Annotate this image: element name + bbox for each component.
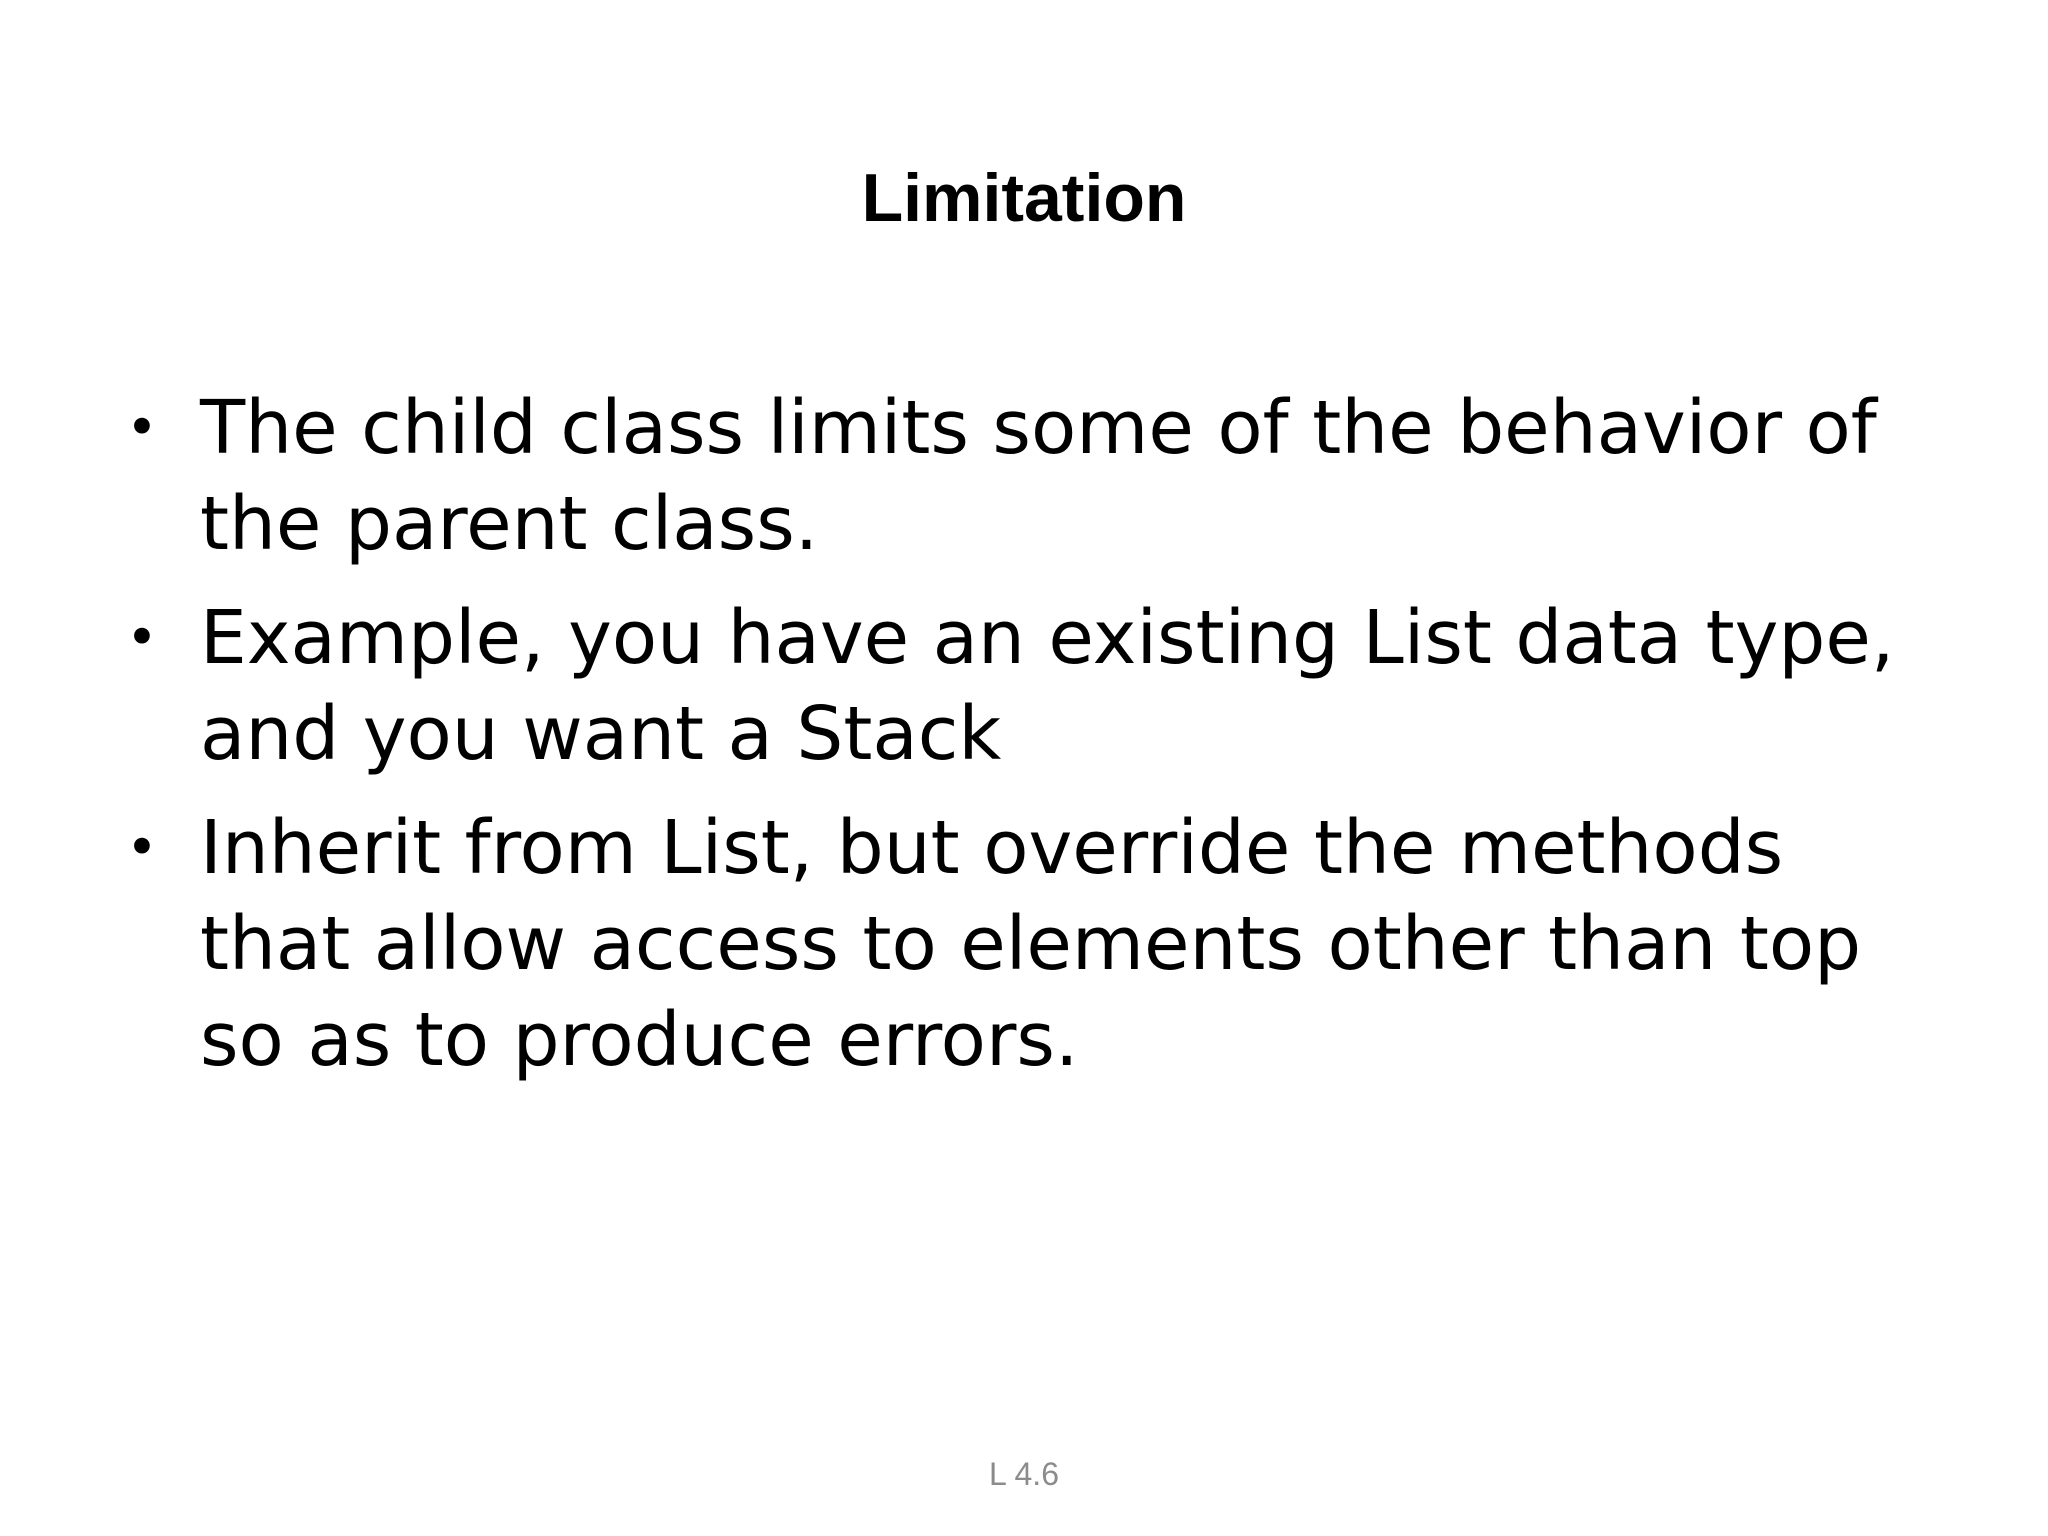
slide-number: L 4.6 xyxy=(989,1456,1059,1492)
bullet-item xyxy=(120,800,1920,1088)
bullet-text: Example, you have an existing List data type, and you want a Stack xyxy=(200,595,1895,777)
bullet-icon: • xyxy=(126,606,158,669)
slide-title: Limitation xyxy=(861,160,1187,236)
bullet-icon: • xyxy=(126,396,158,459)
bullet-list xyxy=(120,380,1920,1106)
bullet-icon: • xyxy=(126,816,158,879)
bullet-text: The child class limits some of the behavior of the parent class. xyxy=(200,385,1877,567)
bullet-item xyxy=(120,590,1920,782)
bullet-item xyxy=(120,380,1920,572)
bullet-text: Inherit from List, but override the methods that allow access to elements other than top so as to produce errors. xyxy=(200,805,1862,1083)
